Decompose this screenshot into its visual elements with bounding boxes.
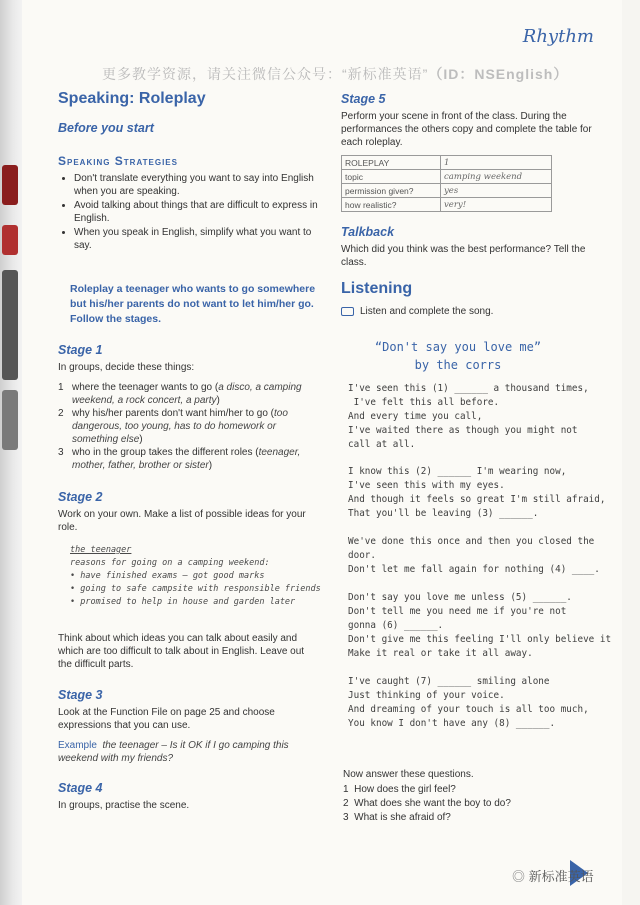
item-number: 1 [58, 382, 64, 393]
note-line: reasons for going on a camping weekend: [70, 558, 270, 568]
table-cell: 1 [441, 156, 552, 170]
table-cell: topic [342, 170, 441, 184]
song-stanza: I know this (2) ______ I'm wearing now, I've seen this with my eyes. And though it feels so great I'm still afraid, That you'll be leaving (3) ______. [348, 466, 606, 519]
question-number: 3 [343, 812, 349, 823]
question-item [343, 783, 511, 797]
spine-decoration [2, 225, 18, 255]
stage4-heading: Stage 4 [58, 781, 103, 795]
item-end: ) [208, 460, 213, 471]
table-cell: ROLEPLAY [342, 156, 441, 170]
example-label: Example [58, 740, 97, 751]
task-instruction: Roleplay a teenager who wants to go somewhere but his/her parents do not want to let him/her go. Follow the stages. [70, 283, 316, 325]
questions-intro: Now answer these questions. [343, 769, 474, 780]
item-text: why his/her parents don't want him/her to go ( [72, 408, 275, 419]
question-item [343, 811, 511, 825]
stage1-intro: In groups, decide these things: [58, 362, 195, 373]
example-text: the teenager – Is it OK if I go camping this weekend with my friends? [58, 740, 289, 764]
roleplay-table [341, 155, 552, 212]
question-text: How does the girl feel? [354, 784, 456, 795]
item-examples: too dangerous, too young, has to do homework or something else [72, 408, 288, 445]
song-stanza: Don't say you love me unless (5) ______. Don't tell me you need me if you're not gonna (6) ______. Don't give me this feeling I'll only believe it Make it real or take it all away. [348, 592, 612, 659]
stage3-example [58, 739, 320, 765]
wechat-icon: ◎ [512, 869, 526, 884]
cd-icon [341, 307, 354, 316]
table-cell: how realistic? [342, 198, 441, 212]
stage1-heading: Stage 1 [58, 343, 103, 357]
table-row [342, 184, 552, 198]
song-stanza: I've seen this (1) ______ a thousand times, I've felt this all before. And every time you call, I've waited there as though you might not call at all. [348, 383, 589, 450]
banner-text: 更多教学资源，请关注微信公众号：“新标准英语” [102, 66, 429, 82]
spine-decoration [2, 390, 18, 450]
note-line: the teenager [70, 545, 132, 555]
song-name: “Don't say you love me” [374, 340, 542, 354]
stage4-text: In groups, practise the scene. [58, 800, 190, 811]
strategies-list [60, 172, 324, 253]
page-title: Speaking: Roleplay [58, 90, 206, 107]
list-item [58, 381, 320, 407]
item-text: where the teenager wants to go ( [72, 382, 219, 393]
note-line: • going to safe campsite with responsible friends [70, 584, 321, 594]
question-number: 1 [343, 784, 349, 795]
song-stanza: I've caught (7) ______ smiling alone Just thinking of your voice. And dreaming of your touch is all too much, You know I don't have any (8) ______. [348, 676, 589, 729]
listening-instruction [341, 305, 493, 318]
song-artist: by the corrs [414, 358, 502, 372]
stage2-after: Think about which ideas you can talk about easily and which are too difficult to talk about in English. Leave out the difficult parts. [58, 633, 305, 670]
stage3-heading: Stage 3 [58, 688, 103, 702]
song-stanza: We've done this once and then you closed the door. Don't let me fall again for nothing (4) ____. [348, 536, 600, 575]
stage5-heading: Stage 5 [341, 92, 386, 106]
talkback-heading: Talkback [341, 225, 395, 239]
watermark [512, 866, 594, 885]
book-spine [0, 0, 22, 905]
handwritten-notes [70, 544, 321, 609]
stage2-heading: Stage 2 [58, 490, 103, 504]
question-text: What is she afraid of? [354, 812, 451, 823]
watermark-text: 新标准英语 [528, 869, 594, 884]
item-examples: teenager, mother, father, brother or sister [72, 447, 301, 471]
stage2-intro: Work on your own. Make a list of possible ideas for your role. [58, 509, 306, 533]
banner-id: （ID：NSEnglish） [428, 66, 569, 82]
listening-heading: Listening [341, 280, 413, 297]
table-cell: camping weekend [441, 170, 552, 184]
note-line: • promised to help in house and garden later [70, 597, 296, 607]
spine-decoration [2, 165, 18, 205]
strategy-item: • Avoid talking about things that are difficult to express in English. [74, 199, 324, 225]
spine-decoration [2, 270, 18, 380]
strategy-item: • When you speak in English, simplify what you want to say. [74, 226, 324, 252]
table-row [342, 198, 552, 212]
item-examples: a disco, a camping weekend, a rock concert, a party [72, 382, 302, 406]
list-item [58, 446, 320, 472]
instruction-text: Listen and complete the song. [360, 306, 494, 317]
table-cell: yes [441, 184, 552, 198]
stage3-text: Look at the Function File on page 25 and choose expressions that you can use. [58, 707, 275, 731]
item-end: ) [139, 434, 143, 445]
stage1-list [58, 381, 320, 472]
note-line: • have finished exams – got good marks [70, 571, 265, 581]
table-row [342, 156, 552, 170]
item-number: 2 [58, 408, 64, 419]
list-item [58, 407, 320, 446]
before-heading: Before you start [58, 121, 154, 135]
strategy-item: • Don't translate everything you want to say into English when you are speaking. [74, 172, 324, 198]
section-title: Rhythm [522, 26, 594, 47]
item-end: ) [216, 395, 220, 406]
table-row [342, 170, 552, 184]
table-cell: very! [441, 198, 552, 212]
table-cell: permission given? [342, 184, 441, 198]
item-text: who in the group takes the different roles ( [72, 447, 259, 458]
stage5-text: Perform your scene in front of the class. During the performances the others copy and complete the table for each roleplay. [341, 111, 592, 148]
textbook-page [22, 0, 622, 905]
strategies-heading: Speaking Strategies [58, 154, 178, 168]
talkback-text: Which did you think was the best performance? Tell the class. [341, 244, 586, 268]
promo-banner [102, 64, 568, 84]
question-item [343, 797, 511, 811]
question-text: What does she want the boy to do? [354, 798, 511, 809]
questions-list [343, 783, 511, 825]
song-title [328, 338, 588, 374]
question-number: 2 [343, 798, 349, 809]
item-number: 3 [58, 447, 64, 458]
